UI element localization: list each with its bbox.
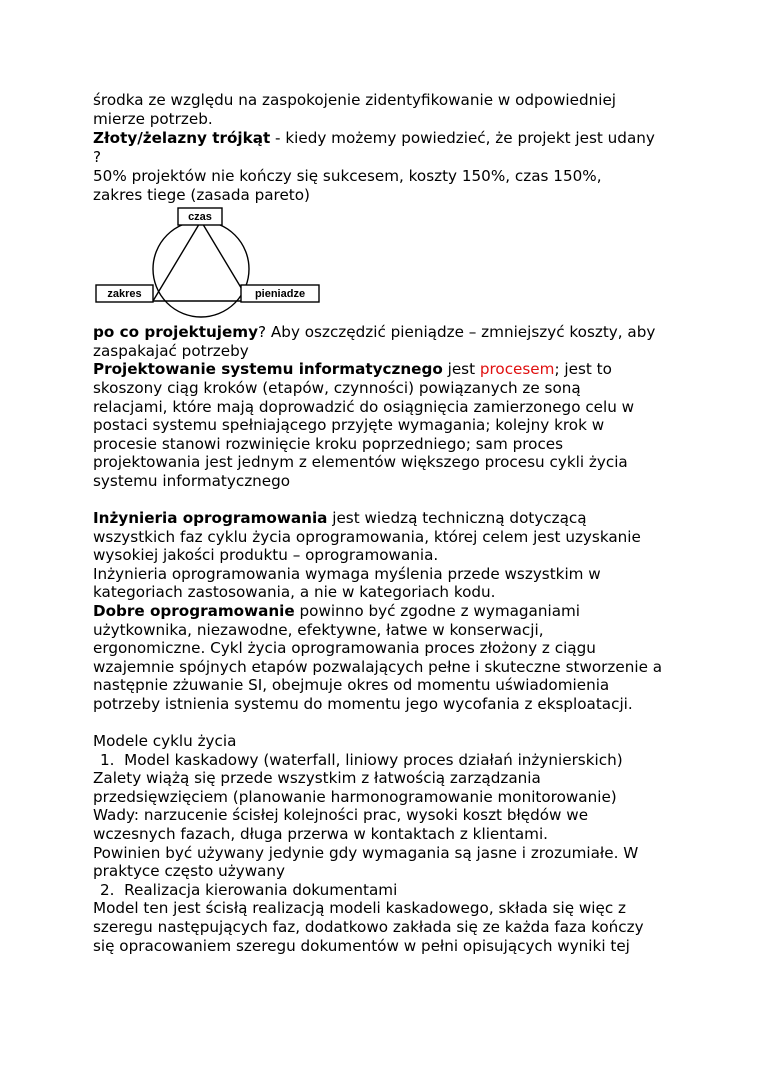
term-good-software: Dobre oprogramowanie (93, 602, 295, 620)
text-line: wczesnych fazach, długa przerwa w kontaktach z klientami. (93, 825, 548, 843)
term-why-design: po co projektujemy (93, 323, 259, 341)
text-line: szeregu następujących faz, dodatkowo zakłada się ze każda faza kończy (93, 918, 644, 936)
text-line: wysokiej jakości produktu – oprogramowania. (93, 546, 439, 564)
text-fragment: - kiedy możemy powiedzieć, że projekt jest udany (270, 129, 655, 147)
text-line: Model ten jest ścisłą realizacją modeli kaskadowego, składa się więc z (93, 899, 627, 917)
term-golden-triangle: Złoty/żelazny trójkąt (93, 129, 271, 147)
text-line (93, 129, 655, 147)
text-line: projektowania jest jednym z elementów większego procesu cykli życia (93, 453, 628, 471)
text-line: relacjami, które mają doprowadzić do osiągnięcia zamierzonego celu w (93, 398, 635, 416)
text-fragment: jest (442, 360, 480, 378)
text-line: zakres tiege (zasada pareto) (93, 186, 310, 204)
text-fragment: jest wiedzą techniczną dotyczącą (327, 509, 587, 527)
text-line: mierze potrzeb. (93, 110, 213, 128)
text-line: systemu informatycznego (93, 472, 291, 490)
text-fragment: powinno być zgodne z wymaganiami (294, 602, 581, 620)
text-line: ergonomiczne. Cykl życia oprogramowania proces złożony z ciągu (93, 639, 596, 657)
text-line: przedsięwzięciem (planowanie harmonogramowanie monitorowanie) (93, 788, 617, 806)
text-line: Zalety wiążą się przede wszystkim z łatwością zarządzania (93, 769, 541, 787)
text-line: się opracowaniem szeregu dokumentów w pełni opisujących wyniki tej (93, 937, 630, 955)
diagram-circle (153, 221, 249, 317)
term-system-design: Projektowanie systemu informatycznego (93, 360, 443, 378)
text-fragment: ? Aby oszczędzić pieniądze – zmniejszyć koszty, aby (258, 323, 656, 341)
text-line: praktyce często używany (93, 862, 286, 880)
text-line: ? (93, 148, 102, 166)
text-line: wzajemnie spójnych etapów pozwalających pełne i skuteczne stworzenie a (93, 658, 663, 676)
triangle-edge-left (153, 221, 201, 301)
text-line: Modele cyklu życia (93, 732, 237, 750)
text-line: kategoriach zastosowania, a nie w kategoriach kodu. (93, 583, 496, 601)
label-time: czas (188, 211, 212, 223)
text-line: potrzeby istnienia systemu do momentu jego wycofania z eksploatacji. (93, 695, 633, 713)
text-line: środka ze względu na zaspokojenie zidentyfikowanie w odpowiedniej (93, 91, 617, 109)
term-software-engineering: Inżynieria oprogramowania (93, 509, 328, 527)
text-line: następnie zżuwanie SI, obejmuje okres od momentu uświadomienia (93, 676, 610, 694)
text-line: użytkownika, niezawodne, efektywne, łatwe w konserwacji, (93, 621, 544, 639)
label-scope: zakres (107, 288, 142, 300)
text-line (93, 509, 587, 527)
text-line: skoszony ciąg kroków (etapów, czynności) powiązanych ze soną (93, 379, 581, 397)
text-line (93, 360, 612, 378)
text-line: 50% projektów nie kończy się sukcesem, koszty 150%, czas 150%, (93, 167, 602, 185)
text-line: zaspakajać potrzeby (93, 342, 249, 360)
text-line: Powinien być używany jedynie gdy wymagania są jasne i zrozumiałe. W (93, 844, 639, 862)
text-line: procesie stanowi rozwinięcie kroku poprzedniego; sam proces (93, 435, 564, 453)
text-line: Wady: narzucenie ścisłej kolejności prac, wysoki koszt błędów we (93, 806, 589, 824)
label-money: pieniadze (254, 288, 306, 300)
list-item: 2. Realizacja kierowania dokumentami (100, 881, 398, 899)
text-line (93, 602, 580, 620)
text-line: postaci systemu spełniającego przyjęte wymagania; kolejny krok w (93, 416, 605, 434)
text-line (93, 323, 655, 341)
text-line: Inżynieria oprogramowania wymaga myślenia przede wszystkim w (93, 565, 601, 583)
text-line: wszystkich faz cyklu życia oprogramowania, której celem jest uzyskanie (93, 528, 641, 546)
text-fragment: ; jest to (554, 360, 612, 378)
list-item: 1. Model kaskadowy (waterfall, liniowy proces działań inżynierskich) (100, 751, 623, 769)
highlight-process: procesem (479, 360, 555, 378)
